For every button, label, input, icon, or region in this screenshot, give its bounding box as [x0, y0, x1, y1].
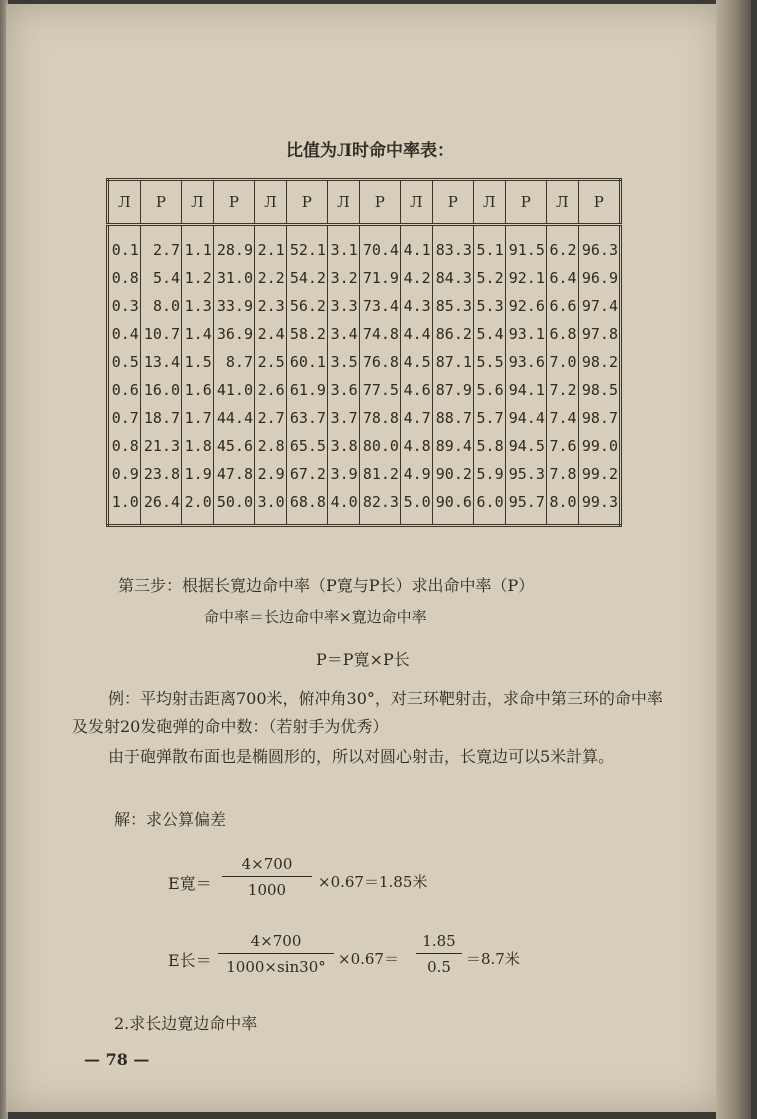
header-cell: Л — [473, 180, 505, 225]
table-header-row — [108, 180, 621, 225]
ratio-cell: 0.3 — [108, 292, 141, 320]
ratio-cell: 4.5 — [400, 348, 432, 376]
table-row — [108, 432, 621, 460]
header-cell: P — [578, 180, 620, 225]
hit-rate-table — [106, 178, 622, 527]
probability-cell: 98.2 — [578, 348, 620, 376]
header-cell: Л — [400, 180, 432, 225]
probability-cell: 87.9 — [432, 376, 473, 404]
ellipse-paragraph: 由于砲弹散布面也是椭圆形的，所以对圆心射击，长寛边可以5米計算。 — [108, 747, 615, 766]
eq2-fraction — [218, 932, 334, 976]
eq2-rest: ＝8.7米 — [466, 950, 520, 968]
table-row — [108, 488, 621, 526]
table-row — [108, 264, 621, 292]
ratio-cell: 3.9 — [327, 460, 359, 488]
ratio-cell: 0.8 — [108, 264, 141, 292]
probability-cell: 93.1 — [505, 320, 546, 348]
probability-cell: 77.5 — [359, 376, 400, 404]
solve-heading: 解：求公算偏差 — [114, 810, 227, 829]
probability-cell: 56.2 — [286, 292, 327, 320]
probability-cell: 81.2 — [359, 460, 400, 488]
ratio-cell: 5.9 — [473, 460, 505, 488]
ratio-cell: 0.5 — [108, 348, 141, 376]
ratio-cell: 2.6 — [255, 376, 287, 404]
eq2-numerator-2: 1.85 — [416, 932, 462, 954]
ratio-cell: 4.1 — [400, 225, 432, 265]
eq1-rest: ×0.67＝1.85米 — [318, 873, 428, 891]
ratio-cell: 7.4 — [546, 404, 578, 432]
ratio-cell: 1.1 — [182, 225, 214, 265]
ratio-cell: 2.8 — [255, 432, 287, 460]
ratio-cell: 2.7 — [255, 404, 287, 432]
ratio-cell: 5.3 — [473, 292, 505, 320]
ratio-cell: 3.1 — [327, 225, 359, 265]
ratio-cell: 3.5 — [327, 348, 359, 376]
book-page — [6, 4, 722, 1112]
ratio-cell: 1.4 — [182, 320, 214, 348]
probability-cell: 52.1 — [286, 225, 327, 265]
probability-cell: 82.3 — [359, 488, 400, 526]
eq1-fraction — [222, 855, 312, 899]
ratio-cell: 2.1 — [255, 225, 287, 265]
ratio-cell: 4.7 — [400, 404, 432, 432]
probability-cell: 5.4 — [140, 264, 181, 292]
probability-cell: 44.4 — [213, 404, 254, 432]
ratio-cell: 4.8 — [400, 432, 432, 460]
probability-cell: 60.1 — [286, 348, 327, 376]
eq2-fraction-2 — [416, 932, 462, 976]
header-cell: Л — [327, 180, 359, 225]
ratio-cell: 2.0 — [182, 488, 214, 526]
probability-cell: 92.6 — [505, 292, 546, 320]
probability-cell: 91.5 — [505, 225, 546, 265]
step-three-heading: 第三步：根据长寛边命中率（P寛与P长）求出命中率（P） — [118, 576, 535, 595]
probability-cell: 85.3 — [432, 292, 473, 320]
probability-cell: 97.8 — [578, 320, 620, 348]
ratio-cell: 2.4 — [255, 320, 287, 348]
table-row — [108, 292, 621, 320]
ratio-cell: 4.2 — [400, 264, 432, 292]
header-cell: P — [359, 180, 400, 225]
probability-cell: 98.5 — [578, 376, 620, 404]
ratio-cell: 7.6 — [546, 432, 578, 460]
ratio-cell: 6.4 — [546, 264, 578, 292]
book-binding — [716, 0, 751, 1119]
ratio-cell: 7.0 — [546, 348, 578, 376]
eq2-denominator-2: 0.5 — [427, 958, 451, 976]
probability-cell: 31.0 — [213, 264, 254, 292]
ratio-cell: 0.4 — [108, 320, 141, 348]
formula-p: P＝P寛×P长 — [316, 650, 410, 669]
eq1-denominator: 1000 — [247, 881, 287, 899]
eq2-mid: ×0.67＝ — [338, 950, 399, 968]
table-title: 比值为Л时命中率表： — [285, 141, 455, 161]
probability-cell: 23.8 — [140, 460, 181, 488]
step-two-heading: 2.求长边寛边命中率 — [114, 1014, 258, 1033]
ratio-cell: 2.3 — [255, 292, 287, 320]
ratio-cell: 6.0 — [473, 488, 505, 526]
probability-cell: 41.0 — [213, 376, 254, 404]
ratio-cell: 5.4 — [473, 320, 505, 348]
probability-cell: 67.2 — [286, 460, 327, 488]
ratio-cell: 8.0 — [546, 488, 578, 526]
probability-cell: 94.5 — [505, 432, 546, 460]
probability-cell: 95.7 — [505, 488, 546, 526]
probability-cell: 65.5 — [286, 432, 327, 460]
probability-cell: 28.9 — [213, 225, 254, 265]
ratio-cell: 1.8 — [182, 432, 214, 460]
probability-cell: 89.4 — [432, 432, 473, 460]
probability-cell: 2.7 — [140, 225, 181, 265]
probability-cell: 8.7 — [213, 348, 254, 376]
probability-cell: 93.6 — [505, 348, 546, 376]
probability-cell: 92.1 — [505, 264, 546, 292]
ratio-cell: 5.5 — [473, 348, 505, 376]
table-body — [108, 225, 621, 526]
probability-cell: 87.1 — [432, 348, 473, 376]
table-row — [108, 348, 621, 376]
probability-cell: 47.8 — [213, 460, 254, 488]
ratio-cell: 1.6 — [182, 376, 214, 404]
ratio-cell: 1.7 — [182, 404, 214, 432]
probability-cell: 33.9 — [213, 292, 254, 320]
probability-cell: 74.8 — [359, 320, 400, 348]
probability-cell: 86.2 — [432, 320, 473, 348]
ratio-cell: 5.2 — [473, 264, 505, 292]
ratio-cell: 1.3 — [182, 292, 214, 320]
header-cell: P — [432, 180, 473, 225]
ratio-cell: 4.0 — [327, 488, 359, 526]
ratio-cell: 0.9 — [108, 460, 141, 488]
ratio-cell: 1.2 — [182, 264, 214, 292]
ratio-cell: 5.1 — [473, 225, 505, 265]
header-cell: Л — [182, 180, 214, 225]
probability-cell: 36.9 — [213, 320, 254, 348]
probability-cell: 76.8 — [359, 348, 400, 376]
ratio-cell: 6.6 — [546, 292, 578, 320]
ratio-cell: 0.1 — [108, 225, 141, 265]
probability-cell: 83.3 — [432, 225, 473, 265]
ratio-cell: 3.2 — [327, 264, 359, 292]
probability-cell: 97.4 — [578, 292, 620, 320]
ratio-cell: 0.7 — [108, 404, 141, 432]
probability-cell: 10.7 — [140, 320, 181, 348]
header-cell: P — [140, 180, 181, 225]
probability-cell: 21.3 — [140, 432, 181, 460]
ratio-cell: 2.9 — [255, 460, 287, 488]
table-row — [108, 376, 621, 404]
table-row — [108, 225, 621, 265]
ratio-cell: 7.8 — [546, 460, 578, 488]
ratio-cell: 7.2 — [546, 376, 578, 404]
ratio-cell: 3.3 — [327, 292, 359, 320]
header-cell: P — [213, 180, 254, 225]
ratio-cell: 1.0 — [108, 488, 141, 526]
probability-cell: 94.4 — [505, 404, 546, 432]
table-row — [108, 404, 621, 432]
ratio-cell: 3.0 — [255, 488, 287, 526]
ratio-cell: 4.6 — [400, 376, 432, 404]
ratio-cell: 3.7 — [327, 404, 359, 432]
probability-cell: 98.7 — [578, 404, 620, 432]
ratio-cell: 3.8 — [327, 432, 359, 460]
probability-cell: 99.0 — [578, 432, 620, 460]
probability-cell: 61.9 — [286, 376, 327, 404]
eq1-lhs: E寛＝ — [168, 874, 212, 893]
probability-cell: 45.6 — [213, 432, 254, 460]
probability-cell: 96.3 — [578, 225, 620, 265]
probability-cell: 63.7 — [286, 404, 327, 432]
ratio-cell: 3.4 — [327, 320, 359, 348]
probability-cell: 90.2 — [432, 460, 473, 488]
header-cell: Л — [108, 180, 141, 225]
probability-cell: 54.2 — [286, 264, 327, 292]
probability-cell: 84.3 — [432, 264, 473, 292]
header-cell: P — [505, 180, 546, 225]
probability-cell: 96.9 — [578, 264, 620, 292]
probability-cell: 73.4 — [359, 292, 400, 320]
eq2-denominator: 1000×sin30° — [226, 958, 326, 976]
probability-cell: 80.0 — [359, 432, 400, 460]
probability-cell: 50.0 — [213, 488, 254, 526]
ratio-cell: 2.5 — [255, 348, 287, 376]
ratio-cell: 4.3 — [400, 292, 432, 320]
eq2-numerator: 4×700 — [218, 932, 334, 954]
probability-cell: 16.0 — [140, 376, 181, 404]
probability-cell: 99.3 — [578, 488, 620, 526]
ratio-cell: 4.4 — [400, 320, 432, 348]
probability-cell: 18.7 — [140, 404, 181, 432]
table-row — [108, 460, 621, 488]
probability-cell: 88.7 — [432, 404, 473, 432]
ratio-cell: 5.8 — [473, 432, 505, 460]
eq1-numerator: 4×700 — [222, 855, 312, 877]
formula-text: 命中率＝长边命中率×寛边命中率 — [204, 608, 427, 626]
probability-cell: 58.2 — [286, 320, 327, 348]
probability-cell: 13.4 — [140, 348, 181, 376]
probability-cell: 8.0 — [140, 292, 181, 320]
probability-cell: 95.3 — [505, 460, 546, 488]
ratio-cell: 5.0 — [400, 488, 432, 526]
ratio-cell: 5.7 — [473, 404, 505, 432]
header-cell: P — [286, 180, 327, 225]
ratio-cell: 0.8 — [108, 432, 141, 460]
ratio-cell: 3.6 — [327, 376, 359, 404]
probability-cell: 70.4 — [359, 225, 400, 265]
probability-cell: 68.8 — [286, 488, 327, 526]
page-number: — 78 — — [84, 1050, 150, 1069]
example-paragraph: 例：平均射击距离700米，俯冲角30°，对三环靶射击，求命中第三环的命中率及发射20发砲弹的命中数：（若射手为优秀） — [72, 689, 663, 736]
probability-cell: 94.1 — [505, 376, 546, 404]
probability-cell: 90.6 — [432, 488, 473, 526]
header-cell: Л — [546, 180, 578, 225]
ratio-cell: 1.5 — [182, 348, 214, 376]
header-cell: Л — [255, 180, 287, 225]
ratio-cell: 0.6 — [108, 376, 141, 404]
probability-cell: 78.8 — [359, 404, 400, 432]
ratio-cell: 5.6 — [473, 376, 505, 404]
ratio-cell: 6.2 — [546, 225, 578, 265]
probability-cell: 26.4 — [140, 488, 181, 526]
ratio-cell: 2.2 — [255, 264, 287, 292]
probability-cell: 99.2 — [578, 460, 620, 488]
eq2-lhs: E长＝ — [168, 951, 212, 970]
ratio-cell: 1.9 — [182, 460, 214, 488]
ratio-cell: 6.8 — [546, 320, 578, 348]
ratio-cell: 4.9 — [400, 460, 432, 488]
table-row — [108, 320, 621, 348]
probability-cell: 71.9 — [359, 264, 400, 292]
